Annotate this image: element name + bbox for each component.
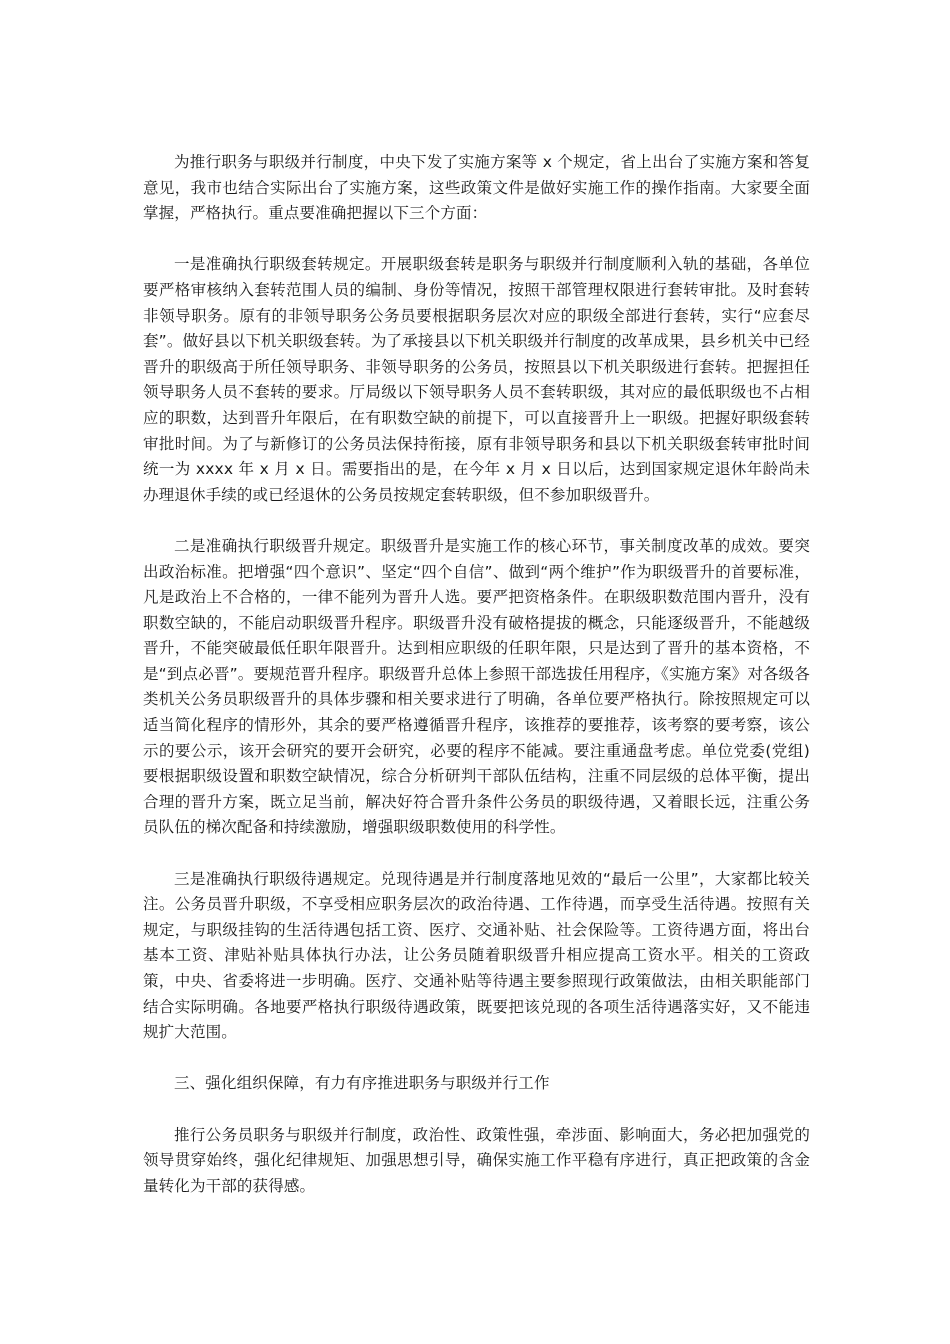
section-heading: 三、强化组织保障，有力有序推进职务与职级并行工作 xyxy=(174,1074,550,1093)
rank-promotion-paragraph: 二是准确执行职级晋升规定。职级晋升是实施工作的核心环节，事关制度改革的成效。要突出政治标准。把增强“四个意识”、坚定“四个自信”、做到“两个维护”作为职级晋升的首要标准，凡是政治上不合格的，一律不能列为晋升人选。要严把资格条件。在职级职数范围内晋升，没有职数空缺的，不能启动职级晋升程序。职级晋升没有破格提拔的概念，只能逐级晋升，不能越级晋升，不能突破最低任职年限晋升。达到相应职级的任职年限，只是达到了晋升的基本资格，不是“到点必晋”。要规范晋升程序。职级晋升总体上参照干部选拔任用程序，《实施方案》对各级各类机关公务员职级晋升的具体步骤和相关要求进行了明确，各单位要严格执行。除按照规定可以适当简化程序的情形外，其余的要严格遵循晋升程序，该推荐的要推荐，该考察的要考察，该公示的要公示，该开会研究的要开会研究，必要的程序不能减。要注重通盘考虑。单位党委(党组)要根据职级设置和职数空缺情况，综合分析研判干部队伍结构，注重不同层级的总体平衡，提出合理的晋升方案，既立足当前，解决好符合晋升条件公务员的职级待遇，又着眼长远，注重公务员队伍的梯次配备和持续激励，增强职级职数使用的科学性。 xyxy=(143,536,810,837)
rank-conversion-paragraph: 一是准确执行职级套转规定。开展职级套转是职务与职级并行制度顺利入轨的基础，各单位要严格审核纳入套转范围人员的编制、身份等情况，按照干部管理权限进行套转审批。及时套转非领导职务。原有的非领导职务公务员要根据职务层次对应的职级全部进行套转，实行“应套尽套”。做好县以下机关职级套转。为了承接县以下机关职级并行制度的改革成果，县乡机关中已经晋升的职级高于所任领导职务、非领导职务的公务员，按照县以下机关职级进行套转。把握担任领导职务人员不套转的要求。厅局级以下领导职务人员不套转职级，其对应的最低职级也不占相应的职数，达到晋升年限后，在有职数空缺的前提下，可以直接晋升上一职级。把握好职级套转审批时间。为了与新修订的公务员法保持衔接，原有非领导职务和县以下机关职级套转审批时间统一为 xxxx 年 x 月 x 日。需要指出的是，在今年 x 月 x 日以后，达到国家规定退休年龄尚未办理退休手续的或已经退休的公务员按规定套转职级，但不参加职级晋升。 xyxy=(143,255,810,504)
rank-benefits-paragraph: 三是准确执行职级待遇规定。兑现待遇是并行制度落地见效的“最后一公里”，大家都比较关注。公务员晋升职级，不享受相应职务层次的政治待遇、工作待遇，而享受生活待遇。按照有关规定，与职级挂钩的生活待遇包括工资、医疗、交通补贴、社会保险等。工资待遇方面，将出台基本工资、津贴补贴具体执行办法，让公务员随着职级晋升相应提高工资水平。相关的工资政策，中央、省委将进一步明确。医疗、交通补贴等待遇主要参照现行政策做法，由相关职能部门结合实际明确。各地要严格执行职级待遇政策，既要把该兑现的各项生活待遇落实好，又不能违规扩大范围。 xyxy=(143,869,810,1042)
intro-paragraph: 为推行职务与职级并行制度，中央下发了实施方案等 x 个规定，省上出台了实施方案和答复意见，我市也结合实际出台了实施方案，这些政策文件是做好实施工作的操作指南。大家要全面掌握，严格执行。重点要准确把握以下三个方面： xyxy=(143,153,810,223)
document-page xyxy=(143,150,810,1225)
closing-paragraph: 推行公务员职务与职级并行制度，政治性、政策性强，牵涉面、影响面大，务必把加强党的领导贯穿始终，强化纪律规矩、加强思想引导，确保实施工作平稳有序进行，真正把政策的含金量转化为干部的获得感。 xyxy=(143,1125,810,1195)
